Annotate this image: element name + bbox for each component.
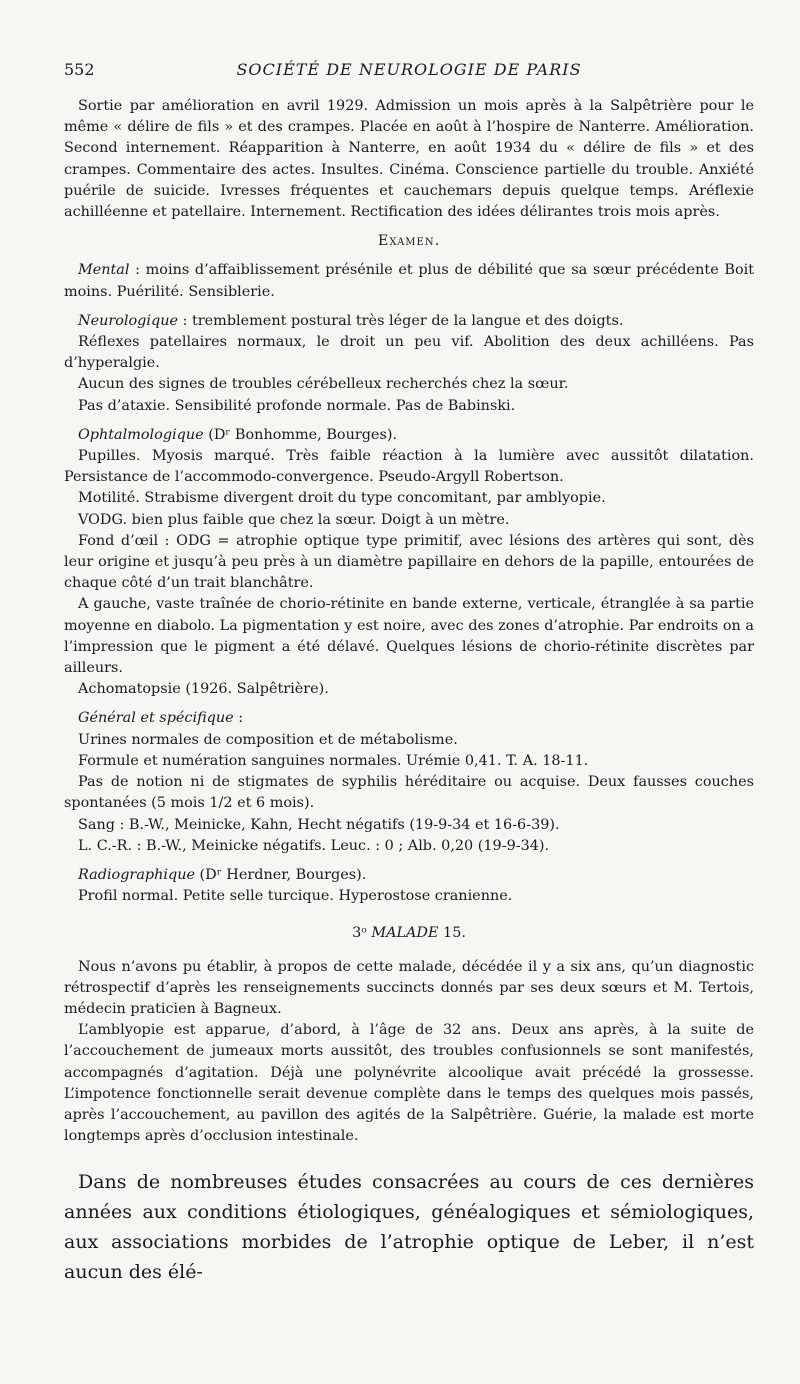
page-body — [64, 96, 754, 1287]
running-title: SOCIÉTÉ DE NEUROLOGIE DE PARIS — [236, 60, 582, 79]
paragraph-final: Dans de nombreuses études consacrées au cours de ces dernières années aux conditions étiologiques, généalogiques et sémiologiques, aux associations morbides de l’atrophie optique de Leber, il n’est aucun des élé- — [64, 1171, 754, 1284]
paragraph-amblyopie: L’amblyopie est apparue, d’abord, à l’âge de 32 ans. Deux ans après, à la suite de l’accouchement de jumeaux morts aussitôt, des troubles confusionnels se sont manifestés, accompagnés d’agitation. Déjà une polynévrite alcoolique avait précédé la grossesse. L’impotence fonctionnelle serait devenue complète dans le temps des quelques mois passés, après l’accouchement, au pavillon des agités de la Salpêtrière. Guérie, la malade est morte longtemps après d’occlusion intestinale. — [64, 1022, 754, 1145]
paragraph-nous: Nous n’avons pu établir, à propos de cette malade, décédée il y a six ans, qu’un diagnostic rétrospectif d’après les renseignements succincts donnés par ses deux sœurs et M. Tertois, médecin praticien à Bagneux. — [64, 958, 754, 1017]
paragraph-achromatopsie: Achomatopsie (1926. Salpêtrière). — [78, 681, 329, 698]
text-radiographique: (Dʳ Herdner, Bourges). — [194, 866, 367, 883]
label-mental: Mental — [78, 262, 130, 279]
malade-word: MALADE — [371, 925, 439, 942]
label-radiographique: Radiographique — [78, 866, 195, 883]
text-neurologique: : tremblement postural très léger de la langue et des doigts. — [178, 312, 624, 329]
text-mental: : moins d’affaiblissement présénile et plus de débilité que sa sœur précédente Boit moins. Puérilité. Sensiblerie. — [64, 262, 754, 300]
paragraph-mental — [64, 260, 754, 302]
paragraph-general — [64, 708, 754, 729]
paragraph-formule: Formule et numération sanguines normales. Urémie 0,41. T. A. 18-11. — [78, 752, 589, 769]
spacer — [64, 907, 754, 923]
paragraph-ataxie: Pas d’ataxie. Sensibilité profonde normale. Pas de Babinski. — [78, 397, 516, 414]
paragraph-sang: Sang : B.-W., Meinicke, Kahn, Hecht négatifs (19-9-34 et 16-6-39). — [78, 816, 560, 833]
paragraph-pupilles: Pupilles. Myosis marqué. Très faible réaction à la lumière avec aussitôt dilatation. Persistance de l’accommodo-convergence. Pseudo-Argyll Robertson. — [64, 448, 754, 486]
spacer — [64, 945, 754, 957]
paragraph-neurologique — [64, 311, 754, 332]
paragraph-lcr: L. C.-R. : B.-W., Meinicke négatifs. Leuc. : 0 ; Alb. 0,20 (19-9-34). — [78, 837, 550, 854]
paragraph-ophtalmologique — [64, 425, 754, 446]
paragraph-profil: Profil normal. Petite selle turcique. Hyperostose cranienne. — [78, 888, 513, 905]
page-number: 552 — [64, 60, 95, 79]
paragraph-history: Sortie par amélioration en avril 1929. Admission un mois après à la Salpêtrière pour le même « délire de fils » et des crampes. Placée en août à l’hospire de Nanterre. Amélioration. Second internement. Réapparition à Nanterre, en août 1934 du « délire de fils » et des crampes. Commentaire des actes. Insultes. Cinéma. Conscience partielle du trouble. Anxiété puérile de suicide. Ivresses fréquentes et cauchemars depuis quelque temps. Aréflexie achilléenne et patellaire. Internement. Rectification des idées délirantes trois mois après. — [64, 98, 754, 221]
paragraph-stigmates: Pas de notion ni de stigmates de syphilis héréditaire ou acquise. Deux fausses couches spontanées (5 mois 1/2 et 6 mois). — [64, 774, 754, 812]
paragraph-reflexes: Réflexes patellaires normaux, le droit un peu vif. Abolition des deux achilléens. Pas d’hyperalgie. — [64, 334, 754, 372]
paragraph-radiographique — [64, 865, 754, 886]
label-general: Général et spécifique — [78, 710, 234, 727]
section-heading-malade — [64, 923, 754, 944]
section-heading-examen: Examen. — [377, 233, 441, 250]
malade-number: 3ᵒ — [352, 925, 372, 942]
malade-id: 15. — [438, 925, 466, 942]
page-header — [64, 60, 754, 84]
text-general: : — [233, 710, 244, 727]
paragraph-urines: Urines normales de composition et de métabolisme. — [78, 731, 458, 748]
paragraph-gauche: A gauche, vaste traînée de chorio-rétinite en bande externe, verticale, étranglée à sa partie moyenne en diabolo. La pigmentation y est noire, avec des zones d’atrophie. Par endroits on a l’impression que le pigment a été délavé. Quelques lésions de chorio-rétinite discrètes par ailleurs. — [64, 596, 754, 677]
label-neurologique: Neurologique — [78, 312, 178, 329]
paragraph-aucun: Aucun des signes de troubles cérébelleux recherchés chez la sœur. — [78, 376, 569, 393]
paragraph-vodg: VODG. bien plus faible que chez la sœur. Doigt à un mètre. — [78, 511, 510, 528]
paragraph-motilite: Motilité. Strabisme divergent droit du type concomitant, par amblyopie. — [78, 490, 606, 507]
paragraph-fond-oeil: Fond d’œil : ODG = atrophie optique type primitif, avec lésions des artères qui sont, dès leur origine et jusqu’à peu près à un diamètre papillaire en dehors de la papille, entourées de chaque côté d’un trait blanchâtre. — [64, 532, 754, 592]
text-ophtalmologique: (Dʳ Bonhomme, Bourges). — [203, 426, 398, 443]
label-ophtalmologique: Ophtalmologique — [78, 426, 204, 443]
